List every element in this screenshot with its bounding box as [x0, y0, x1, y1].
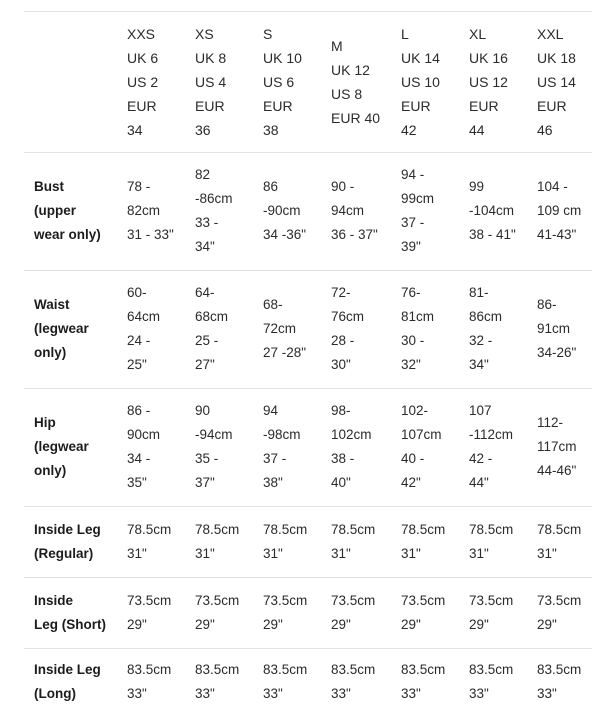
measurement-cell: 78.5cm 31"	[127, 522, 172, 561]
measurement-cell: 83.5cm 33"	[263, 662, 308, 701]
measurement-cell: 72- 76cm 28 - 30"	[331, 285, 365, 372]
measurement-cell: 83.5cm 33"	[195, 662, 240, 701]
row-divider	[24, 506, 592, 507]
measurement-cell: 60- 64cm 24 - 25"	[127, 285, 161, 372]
size-header-xxs: XXS UK 6 US 2 EUR 34	[127, 26, 159, 138]
measurement-cell: 90 - 94cm 36 - 37"	[331, 179, 378, 242]
measurement-cell: 73.5cm 29"	[469, 593, 514, 632]
measurement-cell: 78.5cm 31"	[537, 522, 582, 561]
measurement-cell: 83.5cm 33"	[401, 662, 446, 701]
row-divider	[24, 152, 592, 153]
measurement-cell: 73.5cm 29"	[401, 593, 446, 632]
size-header-s: S UK 10 US 6 EUR 38	[263, 26, 302, 138]
row-label: Inside Leg (Short)	[34, 593, 106, 632]
row-divider	[24, 11, 592, 12]
row-divider	[24, 577, 592, 578]
measurement-cell: 81- 86cm 32 - 34"	[469, 285, 503, 372]
size-header-xl: XL UK 16 US 12 EUR 44	[469, 26, 508, 138]
measurement-cell: 73.5cm 29"	[537, 593, 582, 632]
measurement-cell: 68- 72cm 27 -28"	[263, 297, 307, 360]
measurement-cell: 83.5cm 33"	[537, 662, 582, 701]
measurement-cell: 83.5cm 33"	[127, 662, 172, 701]
measurement-cell: 78.5cm 31"	[195, 522, 240, 561]
measurement-cell: 78 - 82cm 31 - 33"	[127, 179, 174, 242]
measurement-cell: 78.5cm 31"	[263, 522, 308, 561]
measurement-cell: 86 -90cm 34 -36"	[263, 179, 307, 242]
measurement-cell: 90 -94cm 35 - 37"	[195, 403, 233, 490]
measurement-cell: 86- 91cm 34-26"	[537, 297, 577, 360]
row-divider	[24, 648, 592, 649]
measurement-cell: 73.5cm 29"	[195, 593, 240, 632]
measurement-cell: 78.5cm 31"	[469, 522, 514, 561]
row-label: Inside Leg (Regular)	[34, 522, 101, 561]
measurement-cell: 83.5cm 33"	[469, 662, 514, 701]
measurement-cell: 104 - 109 cm 41-43"	[537, 179, 582, 242]
measurement-cell: 94 -98cm 37 - 38"	[263, 403, 301, 490]
row-label: Waist (legwear only)	[34, 297, 89, 360]
measurement-cell: 64- 68cm 25 - 27"	[195, 285, 229, 372]
measurement-cell: 73.5cm 29"	[331, 593, 376, 632]
row-label: Bust (upper wear only)	[34, 179, 101, 242]
measurement-cell: 83.5cm 33"	[331, 662, 376, 701]
measurement-cell: 86 - 90cm 34 - 35"	[127, 403, 161, 490]
measurement-cell: 94 - 99cm 37 - 39"	[401, 167, 435, 254]
measurement-cell: 76- 81cm 30 - 32"	[401, 285, 435, 372]
measurement-cell: 73.5cm 29"	[263, 593, 308, 632]
size-header-xxl: XXL UK 18 US 14 EUR 46	[537, 26, 576, 138]
row-divider	[24, 270, 592, 271]
measurement-cell: 99 -104cm 38 - 41"	[469, 179, 516, 242]
measurement-cell: 82 -86cm 33 - 34"	[195, 167, 233, 254]
measurement-cell: 98- 102cm 38 - 40"	[331, 403, 372, 490]
measurement-cell: 107 -112cm 42 - 44"	[469, 403, 514, 490]
measurement-cell: 78.5cm 31"	[401, 522, 446, 561]
row-label: Hip (legwear only)	[34, 415, 89, 478]
size-header-xs: XS UK 8 US 4 EUR 36	[195, 26, 227, 138]
row-label: Inside Leg (Long)	[34, 662, 101, 701]
measurement-cell: 78.5cm 31"	[331, 522, 376, 561]
measurement-cell: 112- 117cm 44-46"	[537, 415, 577, 478]
row-divider	[24, 388, 592, 389]
measurement-cell: 73.5cm 29"	[127, 593, 172, 632]
measurement-cell: 102- 107cm 40 - 42"	[401, 403, 442, 490]
size-header-l: L UK 14 US 10 EUR 42	[401, 26, 440, 138]
size-header-m: M UK 12 US 8 EUR 40	[331, 38, 381, 126]
